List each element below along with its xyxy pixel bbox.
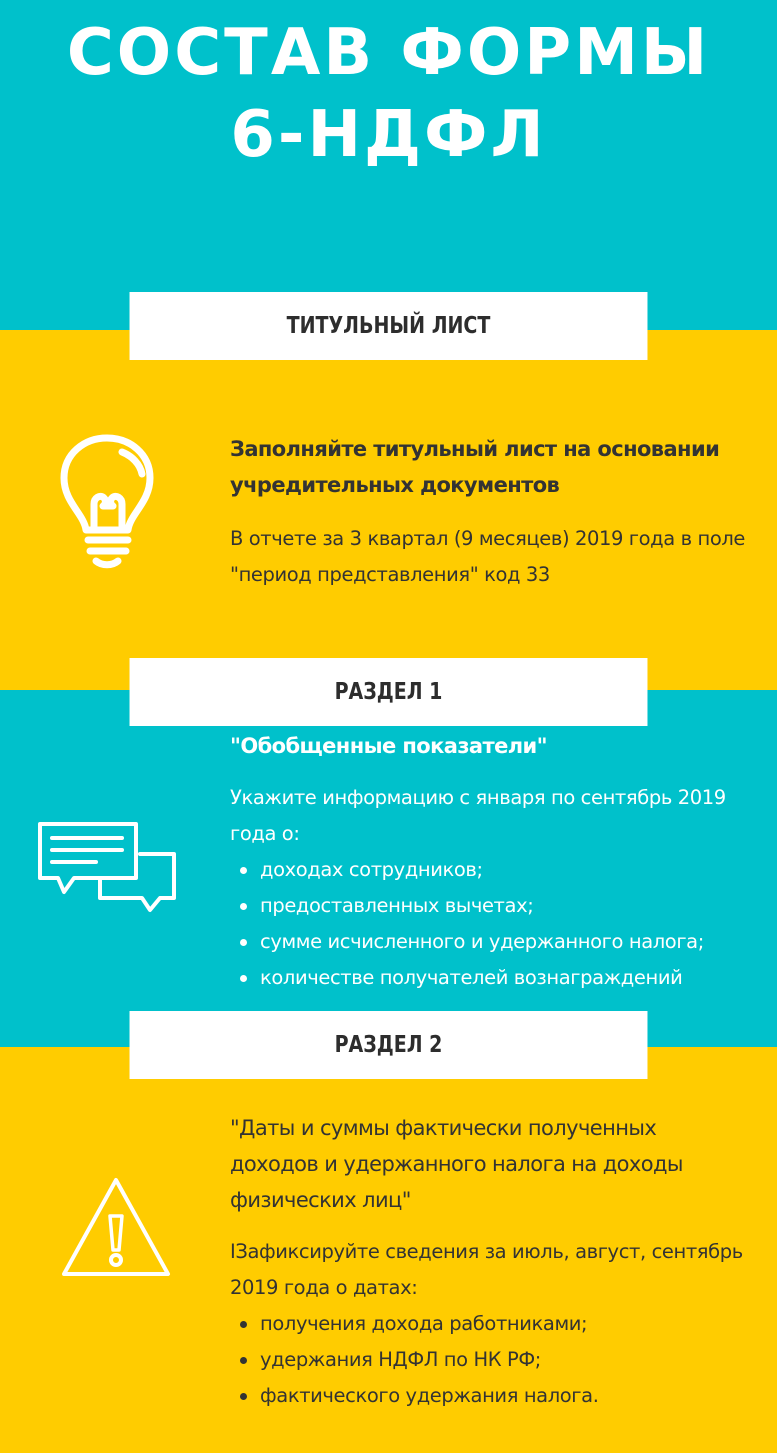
section1-header (130, 658, 648, 726)
title-sheet-text (230, 431, 750, 593)
section2-subtitle: "Даты и суммы фактически полученных доходов и удержанного налога на доходы физических лиц" (230, 1116, 683, 1212)
list-item: количестве получателей вознаграждений (230, 960, 750, 996)
list-item: доходах сотрудников; (230, 852, 750, 888)
lightbulb-icon (58, 432, 156, 572)
list-item: сумме исчисленного и удержанного налога; (230, 924, 750, 960)
section2-text (230, 1110, 750, 1414)
section2-list (230, 1306, 750, 1414)
page-title: СОСТАВ ФОРМЫ 6-НДФЛ (66, 16, 711, 172)
section1-list (230, 852, 750, 996)
section2-header-label: РАЗДЕЛ 2 (334, 1032, 443, 1058)
list-item: предоставленных вычетах; (230, 888, 750, 924)
section1-intro: Укажите информацию с января по сентябрь 2019 года о: (230, 786, 726, 845)
section2-intro: IЗафиксируйте сведения за июль, август, сентябрь 2019 года о датах: (230, 1240, 743, 1299)
title-sheet-header-label: ТИТУЛЬНЫЙ ЛИСТ (286, 313, 491, 339)
section1-header-label: РАЗДЕЛ 1 (334, 679, 443, 705)
section1-text (230, 728, 750, 996)
section1-subtitle: "Обобщенные показатели" (230, 734, 547, 758)
list-item: получения дохода работниками; (230, 1306, 750, 1342)
chat-bubbles-icon (36, 820, 178, 914)
title-sheet-body: В отчете за 3 квартал (9 месяцев) 2019 года в поле "период представления" код 33 (230, 527, 746, 586)
title-sheet-header (130, 292, 648, 360)
title-sheet-lead: Заполняйте титульный лист на основании учредительных документов (230, 437, 720, 497)
section2-header (130, 1011, 648, 1079)
warning-triangle-icon (60, 1176, 172, 1278)
list-item: удержания НДФЛ по НК РФ; (230, 1342, 750, 1378)
list-item: фактического удержания налога. (230, 1378, 750, 1414)
